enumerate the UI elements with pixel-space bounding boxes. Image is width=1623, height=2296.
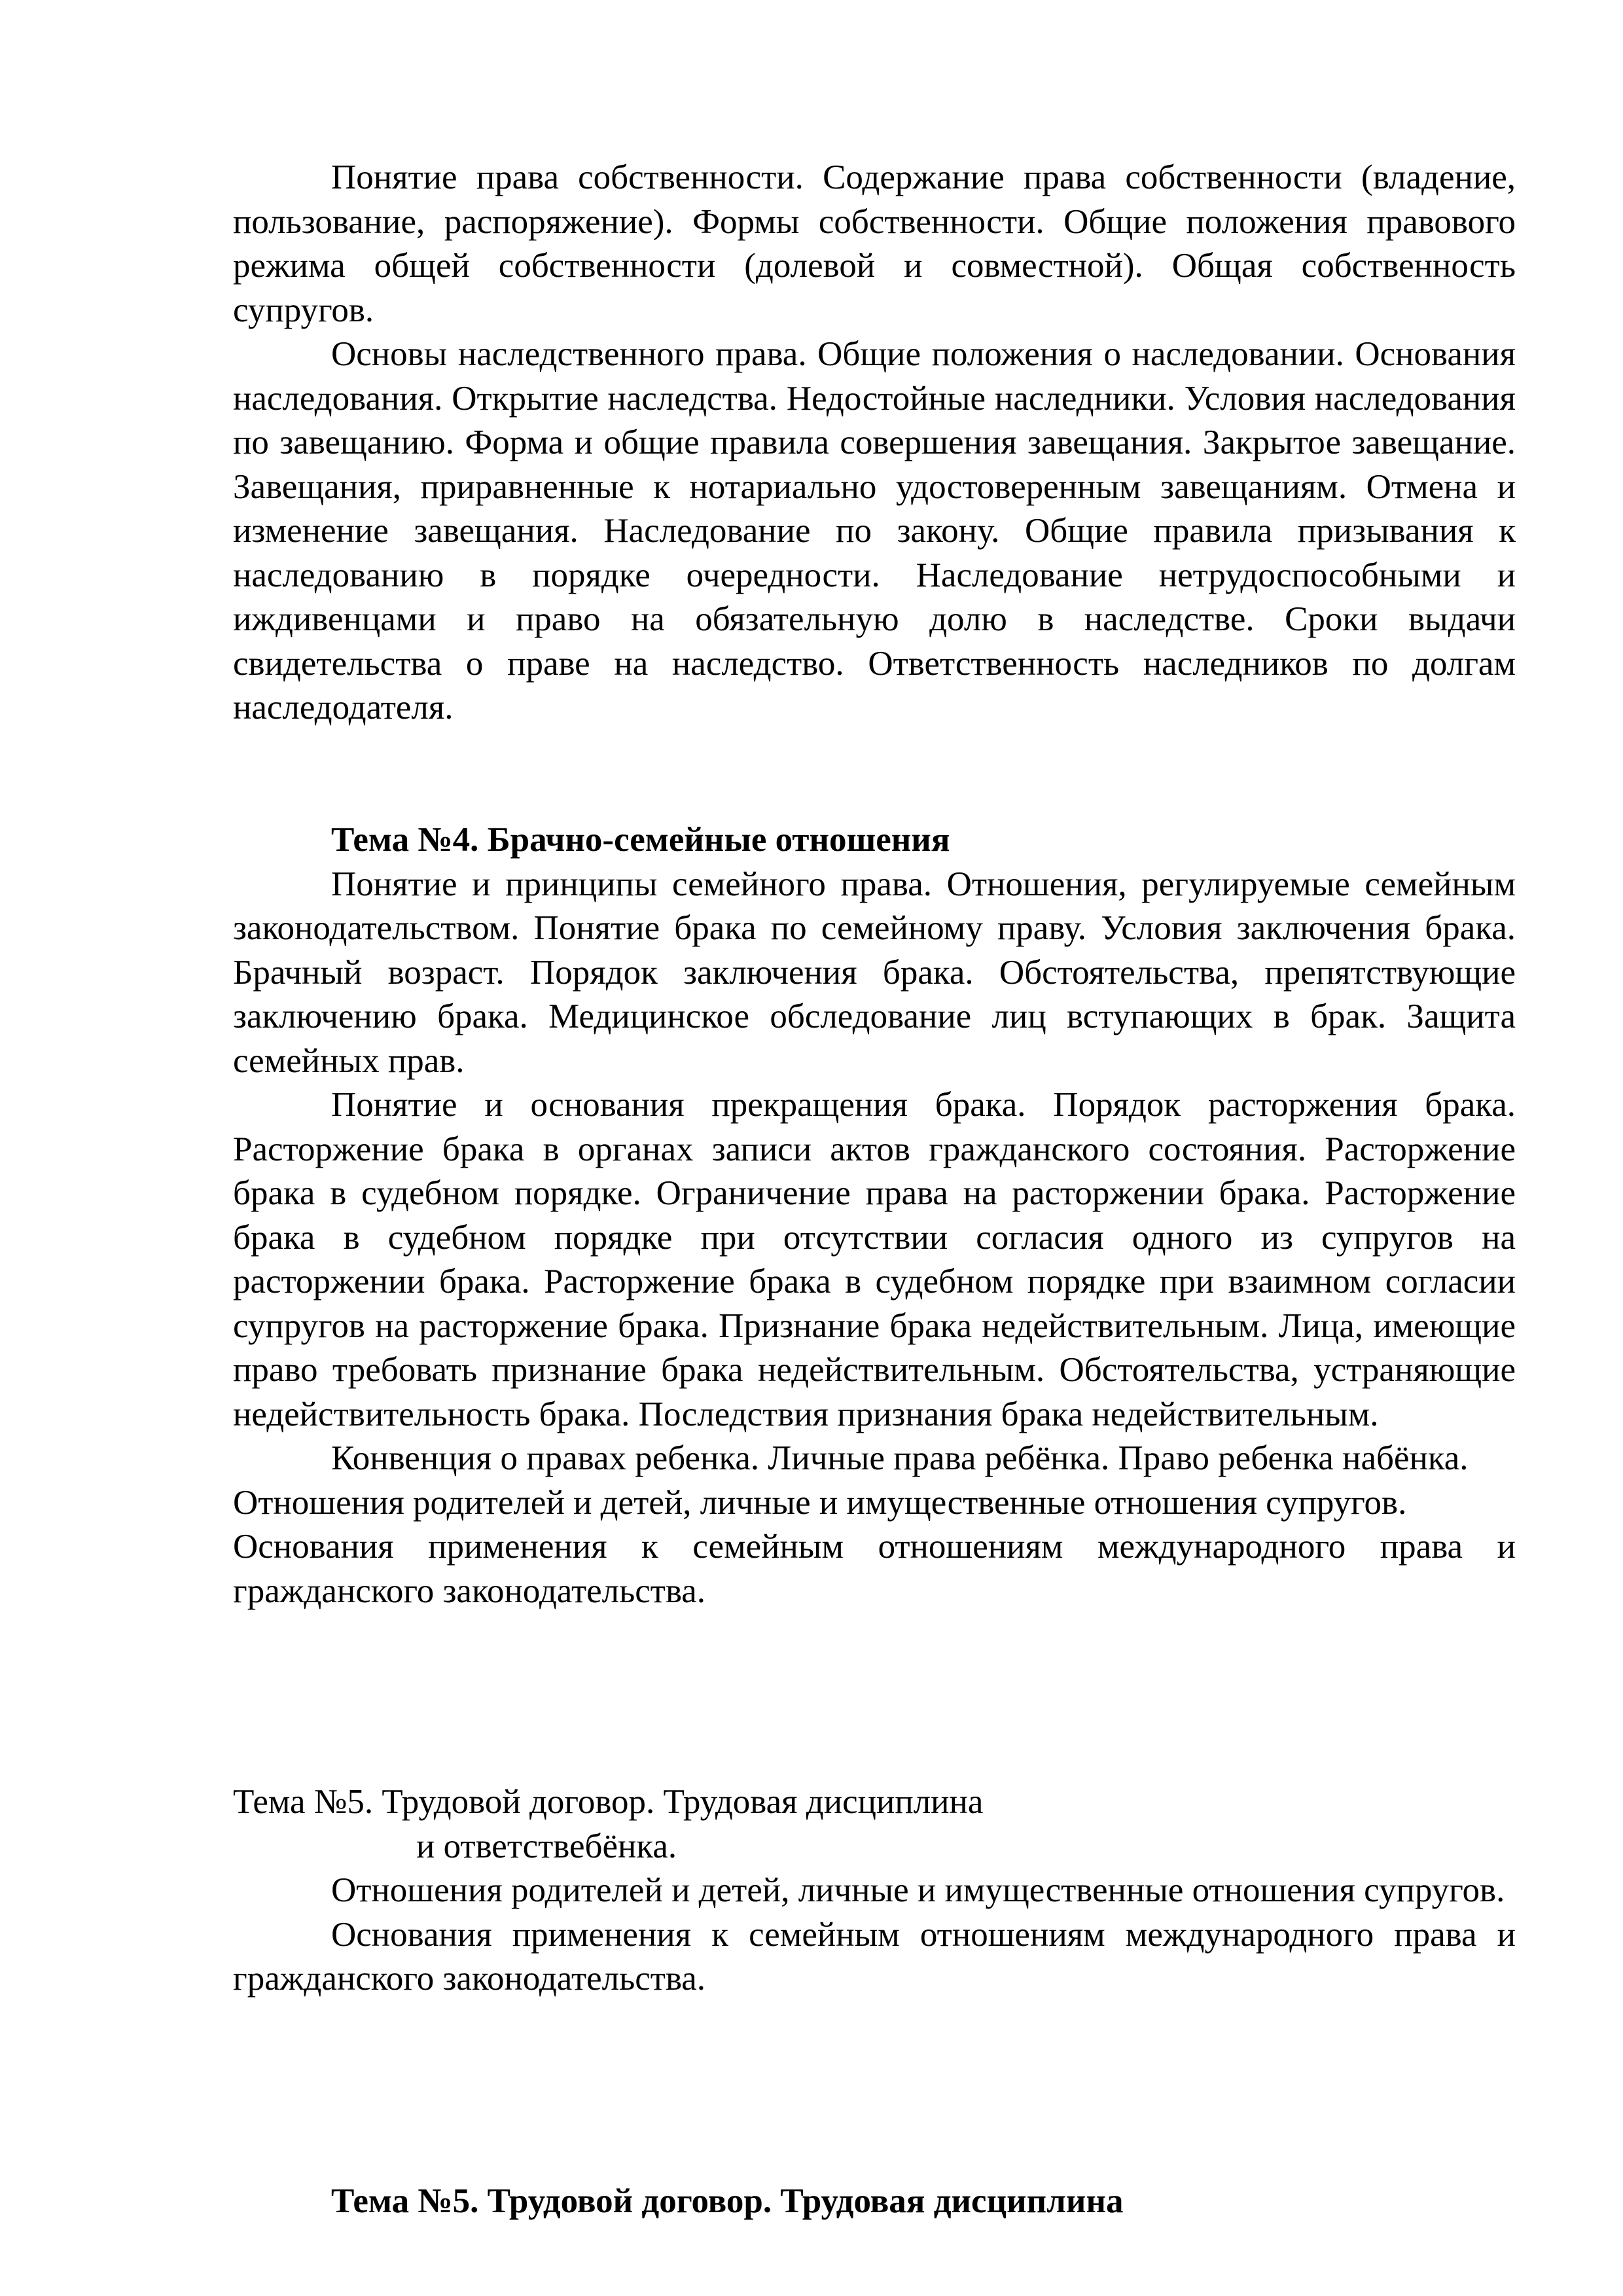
text-section-topic-5-heading xyxy=(233,2179,1516,2224)
text-section-topic-5 xyxy=(233,1780,1516,2001)
heading-topic-5: Тема №5. Трудовой договор. Трудовая дисциплина xyxy=(331,2182,1124,2220)
paragraph-international-law-basis-repeat: Основания применения к семейным отношениям международного права и гражданского законодательства. xyxy=(233,1915,1516,1998)
paragraph-parents-children-relations-repeat: Отношения родителей и детей, личные и имущественные отношения супругов. xyxy=(331,1871,1505,1909)
text-section-property-inheritance xyxy=(233,156,1516,730)
text-section-topic-4 xyxy=(233,818,1516,1613)
paragraph-parents-children-relations: Отношения родителей и детей, личные и имущественные отношения супругов. xyxy=(233,1483,1407,1522)
topic-5-title-line: Тема №5. Трудовой договор. Трудовая дисциплина xyxy=(233,1783,984,1821)
paragraph-child-rights-convention: Конвенция о правах ребенка. Личные права ребёнка. Право ребенка набёнка. xyxy=(331,1439,1469,1477)
heading-topic-4: Тема №4. Брачно-семейные отношения xyxy=(331,821,950,859)
topic-5-subtitle-line: и ответствебёнка. xyxy=(416,1827,677,1865)
paragraph-property-rights: Понятие права собственности. Содержание права собственности (владение, пользование, распоряжение). Формы собственности. Общие положения правового режима общей собственности (долевой и совместной). Общая собственность супругов. xyxy=(233,158,1516,329)
paragraph-international-law-basis: Основания применения к семейным отношениям международного права и гражданского законодательства. xyxy=(233,1528,1516,1610)
paragraph-family-law-principles: Понятие и принципы семейного права. Отношения, регулируемые семейным законодательством. Понятие брака по семейному праву. Условия заключения брака. Брачный возраст. Порядок заключения брака. Обстоятельства, препятствующие заключению брака. Медицинское обследование лиц вступающих в брак. Защита семейных прав. xyxy=(233,865,1516,1080)
paragraph-inheritance-law: Основы наследственного права. Общие положения о наследовании. Основания наследования. Открытие наследства. Недостойные наследники. Условия наследования по завещанию. Форма и общие правила совершения завещания. Закрытое завещание. Завещания, приравненные к нотариально удостоверенным завещаниям. Отмена и изменение завещания. Наследование по закону. Общие правила призывания к наследованию в порядке очередности. Наследование нетрудоспособными и иждивенцами и право на обязательную долю в наследстве. Сроки выдачи свидетельства о праве на наследство. Ответственность наследников по долгам наследодателя. xyxy=(233,335,1516,726)
paragraph-marriage-termination: Понятие и основания прекращения брака. Порядок расторжения брака. Расторжение брака в органах записи актов гражданского состояния. Расторжение брака в судебном порядке. Ограничение права на расторжении брака. Расторжение брака в судебном порядке при отсутствии согласия одного из супругов на расторжении брака. Расторжение брака в судебном порядке при взаимном согласии супругов на расторжение брака. Признание брака недействительным. Лица, имеющие право требовать признание брака недействительным. Обстоятельства, устраняющие недействительность брака. Последствия признания брака недействительным. xyxy=(233,1086,1516,1433)
